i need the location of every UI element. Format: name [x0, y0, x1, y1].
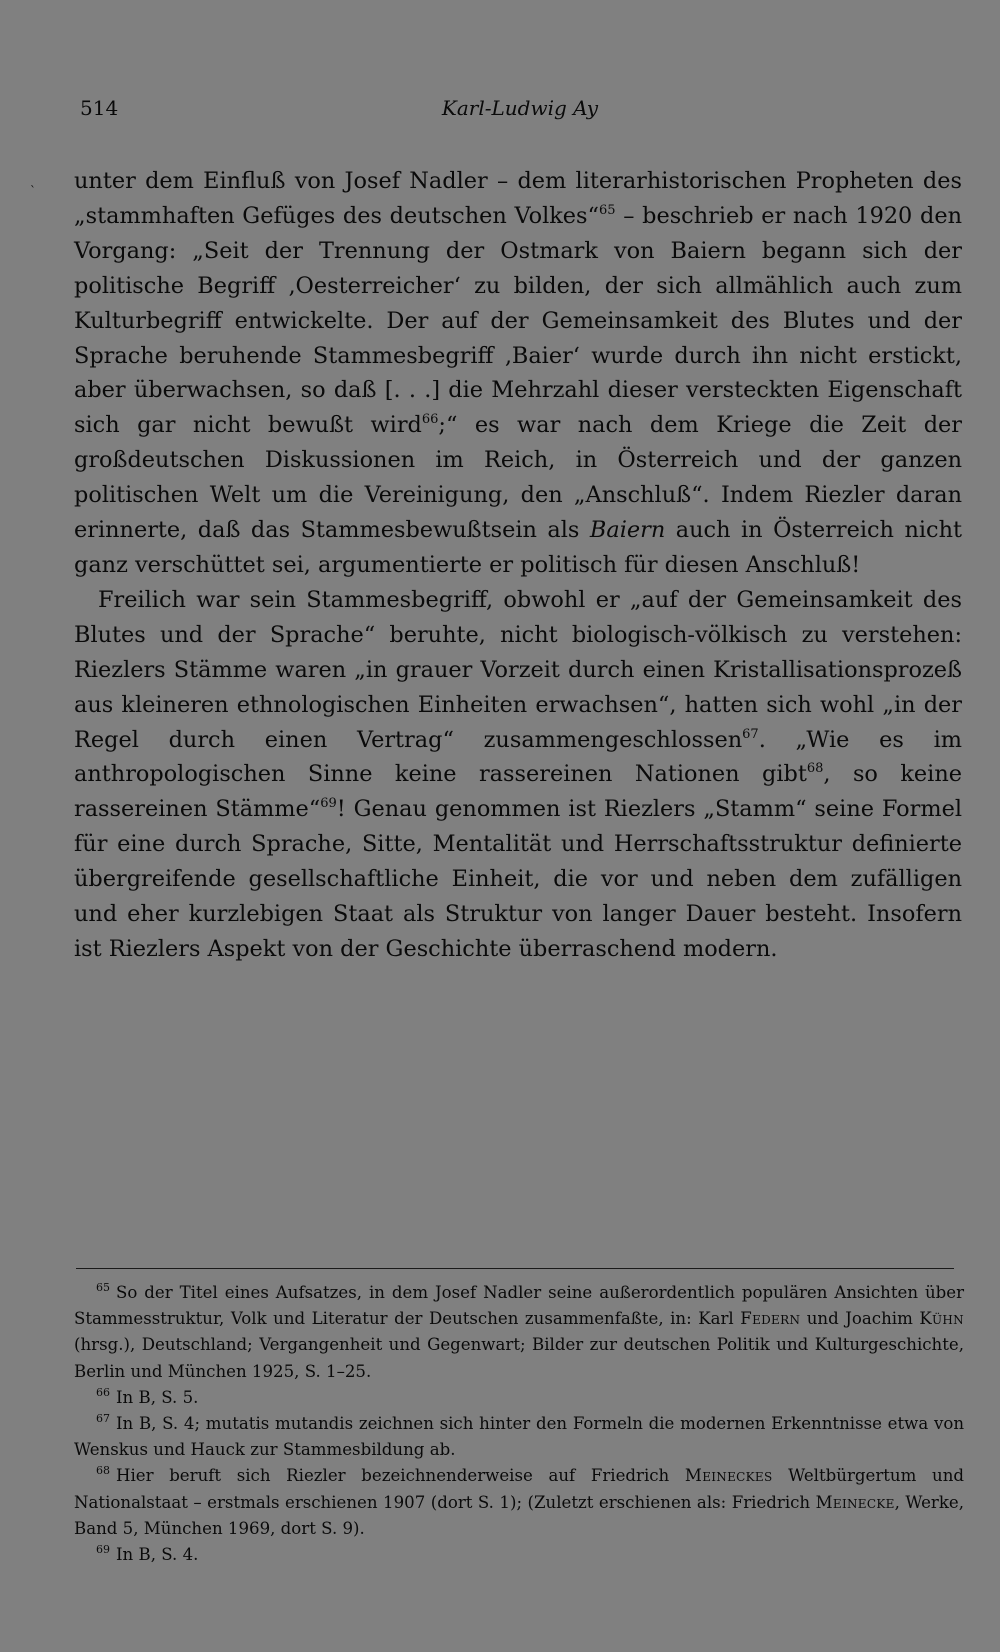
author-name: Federn: [740, 1309, 801, 1329]
footnote-ref-65[interactable]: 65: [599, 202, 616, 218]
footnote-text: und Joachim: [800, 1309, 920, 1329]
footnote-ref-67[interactable]: 67: [742, 726, 759, 742]
page-number: 514: [80, 96, 119, 120]
footnote-68: [74, 1463, 964, 1542]
paragraph-1-part-3: ;“ es war nach dem Kriege die Zeit der großdeutschen Diskussionen im Reich, in Österreich und der ganzen politischen Welt um die Vereinigung, den „Anschluß“. Indem Riezler daran erinnerte, daß das Stammesbewußtsein als: [74, 412, 962, 544]
footnote-number: 67: [96, 1412, 110, 1426]
paragraph-1-part-2: – beschrieb er nach 1920 den Vorgang: „Seit der Trennung der Ostmark von Baiern begann sich der politische Begriff ‚Oesterreicher‘ zu bilden, der sich allmählich auch zum Kulturbegriff entwickelte. Der auf der Gemeinsamkeit des Blutes und der Sprache beruhende Stammesbegriff ‚Baier‘ wurde durch ihn nicht erstickt, aber überwachsen, so daß [. . .] die Mehrzahl dieser versteckten Eigenschaft sich gar nicht bewußt wird: [74, 202, 962, 439]
paragraph-2-part-4: ! Genau genommen ist Riezlers „Stamm“ seine Formel für eine durch Sprache, Sitte, Mentalität und Herrschaftsstruktur definierte übergreifende gesellschaftliche Einheit, die vor und neben dem zufälligen und eher kurzlebigen Staat als Struktur von langer Dauer besteht. Insofern ist Riezlers Aspekt von der Geschichte überraschend modern.: [74, 796, 962, 962]
footnote-text: (hrsg.), Deutschland; Vergangenheit und Gegenwart; Bilder zur deutschen Politik und Kulturgeschichte, Berlin und München 1925, S. 1–25.: [74, 1335, 964, 1381]
footnote-66: [74, 1385, 964, 1411]
main-text: [74, 164, 962, 967]
footnote-text: , Werke, Band 5, München 1969, dort S. 9).: [74, 1492, 965, 1538]
footnote-number: 68: [96, 1464, 110, 1478]
paragraph-2: [74, 583, 962, 967]
footnotes: [74, 1280, 964, 1568]
footnote-67: [74, 1411, 964, 1463]
italic-baiern: Baiern: [589, 517, 666, 544]
footnote-ref-66[interactable]: 66: [421, 412, 439, 428]
author-name: Meineckes: [684, 1466, 773, 1486]
paragraph-1-part-4: auch in Österreich nicht ganz verschüttet sei, argumentierte er politisch für diesen Anschluß!: [74, 517, 962, 578]
paragraph-2-part-3: , so keine rassereinen Stämme“: [74, 761, 962, 823]
footnote-text: In B, S. 5.: [116, 1387, 199, 1407]
author-name: Meinecke: [815, 1492, 895, 1512]
footnote-number: 66: [96, 1385, 110, 1399]
running-head: Karl-Ludwig Ay: [441, 96, 599, 120]
footnote-number: 65: [96, 1281, 110, 1294]
footnote-text: Hier beruft sich Riezler bezeichnenderweise auf Friedrich: [116, 1466, 685, 1486]
author-name: Kühn: [919, 1309, 964, 1329]
paragraph-2-part-2: . „Wie es im anthropologischen Sinne keine rassereinen Nationen gibt: [74, 726, 963, 788]
footnote-text: Weltbürgertum und Nationalstaat – erstmals erschienen 1907 (dort S. 1); (Zuletzt erschienen als: Friedrich: [74, 1466, 965, 1512]
footnote-text: In B, S. 4.: [116, 1545, 199, 1565]
footnote-65: [74, 1280, 964, 1385]
page-header: [80, 96, 960, 126]
paragraph-1-part-1: unter dem Einfluß von Josef Nadler – dem literarhistorischen Propheten des „stammhaften Gefüges des deutschen Volkes“: [74, 168, 962, 229]
footnote-divider: [76, 1268, 954, 1269]
footnote-ref-68[interactable]: 68: [806, 761, 824, 777]
footnote-ref-69[interactable]: 69: [320, 796, 337, 812]
paragraph-2-part-1: Freilich war sein Stammesbegriff, obwohl er „auf der Gemeinsamkeit des Blutes und der Sprache“ beruhte, nicht biologisch-völkisch zu verstehen: Riezlers Stämme waren „in grauer Vorzeit durch einen Kristallisationsprozeß aus kleineren ethnologischen Einheiten erwachsen“, hatten sich wohl „in der Regel durch einen Vertrag“ zusammengeschlossen: [74, 586, 962, 753]
footnote-text: In B, S. 4; mutatis mutandis zeichnen sich hinter den Formeln die modernen Erkenntnisse etwa von Wenskus und Hauck zur Stammesbildung ab.: [74, 1414, 964, 1460]
footnote-69: [74, 1542, 964, 1568]
footnote-text: So der Titel eines Aufsatzes, in dem Josef Nadler seine außerordentlich populären Ansichten über Stammesstruktur, Volk und Literatur der Deutschen zusammenfaßte, in: Karl: [74, 1283, 964, 1329]
paragraph-1: [74, 164, 962, 583]
margin-mark: `: [30, 184, 36, 198]
footnote-number: 69: [96, 1543, 110, 1557]
